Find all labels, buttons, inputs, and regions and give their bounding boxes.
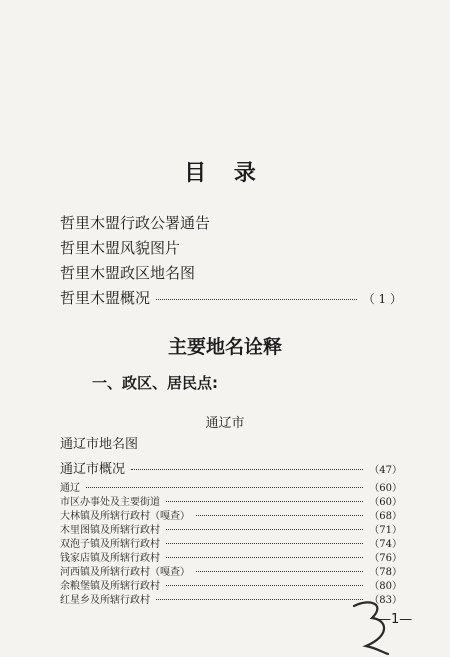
dot-leader [196, 569, 363, 572]
entry-label: 木里图镇及所辖行政村 [60, 525, 160, 536]
entry-row [60, 549, 402, 564]
entry-row [60, 563, 402, 578]
front-item-notice [60, 212, 402, 233]
dot-leader [166, 583, 363, 586]
dot-leader [131, 467, 363, 470]
dot-leader [196, 513, 363, 516]
dot-leader [166, 555, 363, 558]
page-number: —1— [378, 612, 413, 627]
page-title: 目 录 [184, 161, 266, 186]
section-title: 主要地名诠释 [167, 336, 282, 358]
page-ref: （78） [369, 567, 402, 578]
page-ref: （80） [369, 581, 402, 592]
entry-row [60, 493, 402, 508]
dot-leader [156, 597, 363, 600]
entry-row [60, 507, 402, 522]
city-item-label: 通辽市地名图 [60, 437, 139, 452]
front-item-label: 哲里木盟政区地名图 [60, 264, 196, 282]
page-ref: （71） [369, 525, 402, 536]
dot-leader [166, 527, 363, 530]
city-item-overview [60, 458, 402, 477]
entry-label: 大林镇及所辖行政村（嘎查） [60, 511, 190, 522]
page-ref: （68） [369, 511, 402, 522]
page-ref: （60） [369, 483, 402, 494]
dot-leader [156, 297, 357, 300]
page-ref: （60） [369, 497, 402, 508]
entry-label: 河西镇及所辖行政村（嘎查） [60, 567, 190, 578]
page-ref: （74） [369, 539, 402, 550]
front-item-label: 哲里木盟概况 [60, 289, 151, 307]
front-item-label: 哲里木盟风貌图片 [60, 239, 181, 257]
entry-label: 钱家店镇及所辖行政村 [60, 553, 160, 564]
front-item-map [60, 262, 402, 283]
entry-row [60, 535, 402, 550]
dot-leader [166, 541, 363, 544]
front-item-overview [60, 287, 402, 308]
entry-label: 红星乡及所辖行政村 [60, 595, 150, 606]
city-item-map [60, 433, 402, 452]
dot-leader [86, 485, 363, 488]
entry-row [60, 577, 402, 592]
page-ref: （ 1 ） [362, 292, 402, 306]
entry-label: 市区办事处及主要街道 [60, 497, 160, 508]
subsection-title: 一、政区、居民点: [92, 374, 218, 392]
page-ref: （47） [369, 465, 402, 476]
city-item-label: 通辽市概况 [60, 462, 126, 477]
page-ref: （76） [369, 553, 402, 564]
entry-label: 双泡子镇及所辖行政村 [60, 539, 160, 550]
page-ref: （83） [369, 595, 402, 606]
front-item-photos [60, 237, 402, 258]
entry-row [60, 479, 402, 494]
dot-leader [166, 499, 363, 502]
entry-label: 通辽 [60, 483, 80, 494]
entry-row [60, 521, 402, 536]
front-item-label: 哲里木盟行政公署通告 [60, 214, 211, 232]
city-heading: 通辽市 [205, 416, 245, 431]
entry-label: 余粮堡镇及所辖行政村 [60, 581, 160, 592]
